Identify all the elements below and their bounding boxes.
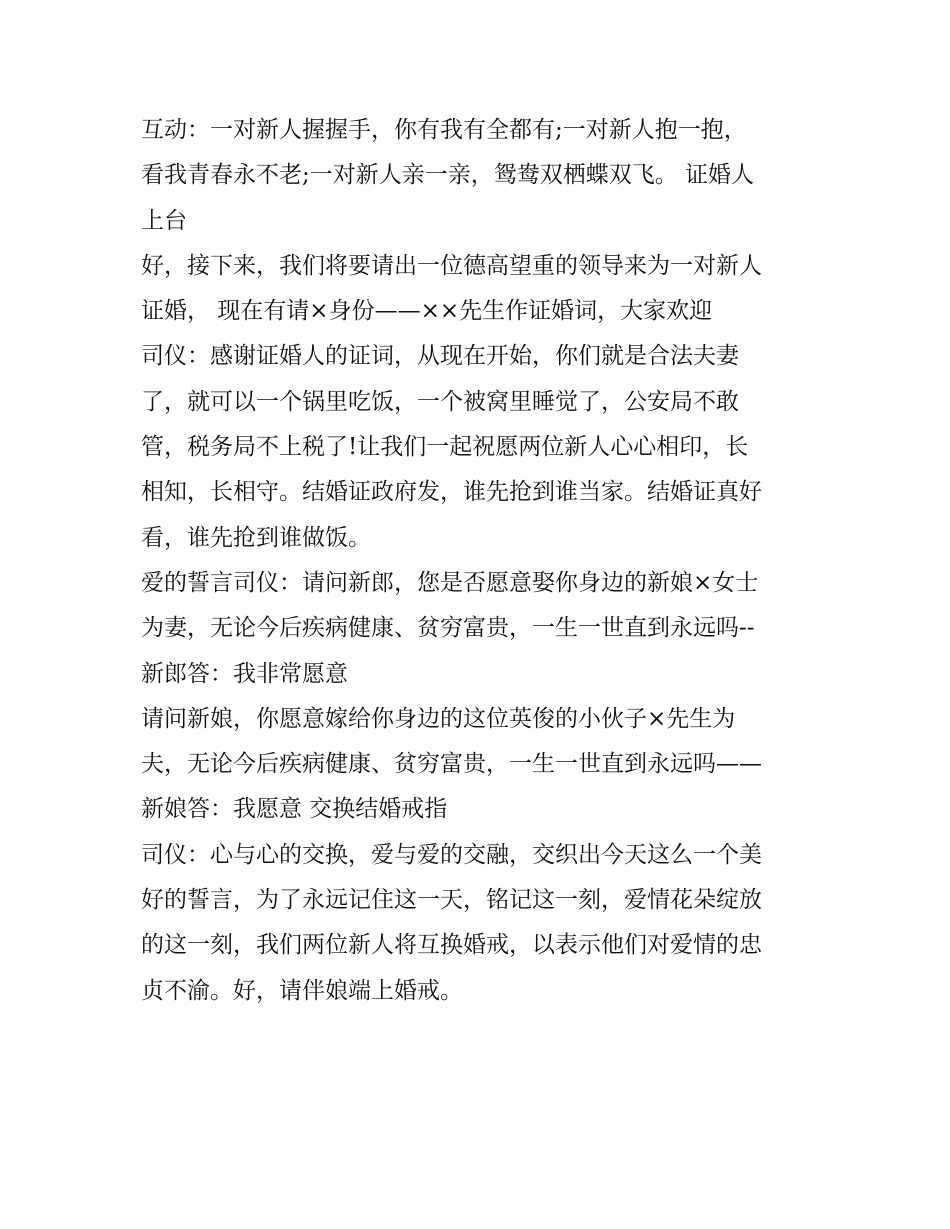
text-line: 相知，长相守。结婚证政府发，谁先抢到谁当家。结婚证真好 [141, 479, 762, 506]
text-line: 请问新娘，你愿意嫁给你身边的这位英俊的小伙子×先生为 [141, 705, 736, 732]
text-line: 了，就可以一个锅里吃饭，一个被窝里睡觉了，公安局不敢 [141, 388, 739, 415]
text-line: 夫，无论今后疾病健康、贫穷富贵，一生一世直到永远吗—— [141, 751, 762, 778]
document-body [141, 108, 821, 1014]
text-line: 好，接下来，我们将要请出一位德高望重的领导来为一对新人 [141, 252, 762, 279]
text-line: 爱的誓言司仪：请问新郎，您是否愿意娶你身边的新娘×女士 [141, 569, 759, 596]
text-line: 看我青春永不老;一对新人亲一亲，鸳鸯双栖蝶双飞。 证婚人 [141, 162, 755, 189]
text-line: 贞不渝。好，请伴娘端上婚戒。 [141, 977, 463, 1004]
text-line: 上台 [141, 207, 187, 234]
text-line: 管，税务局不上税了!让我们一起祝愿两位新人心心相印，长 [141, 434, 749, 461]
text-line: 互动：一对新人握握手，你有我有全都有;一对新人抱一抱， [141, 117, 747, 143]
text-line: 看，谁先抢到谁做饭。 [141, 524, 371, 551]
text-line: 新郎答：我非常愿意 [141, 660, 348, 687]
text-line: 司仪：心与心的交换，爱与爱的交融，交织出今天这么一个美 [141, 841, 762, 868]
text-line: 司仪：感谢证婚人的证词，从现在开始，你们就是合法夫妻 [141, 343, 739, 370]
text-line: 新娘答：我愿意 交换结婚戒指 [141, 796, 448, 823]
text-line: 证婚， 现在有请×身份——××先生作证婚词，大家欢迎 [141, 298, 713, 325]
text-line: 的这一刻，我们两位新人将互换婚戒，以表示他们对爱情的忠 [141, 932, 762, 959]
text-line: 为妻，无论今后疾病健康、贫穷富贵，一生一世直到永远吗-- [141, 615, 755, 642]
text-line: 好的誓言，为了永远记住这一天，铭记这一刻，爱情花朵绽放 [141, 887, 762, 914]
